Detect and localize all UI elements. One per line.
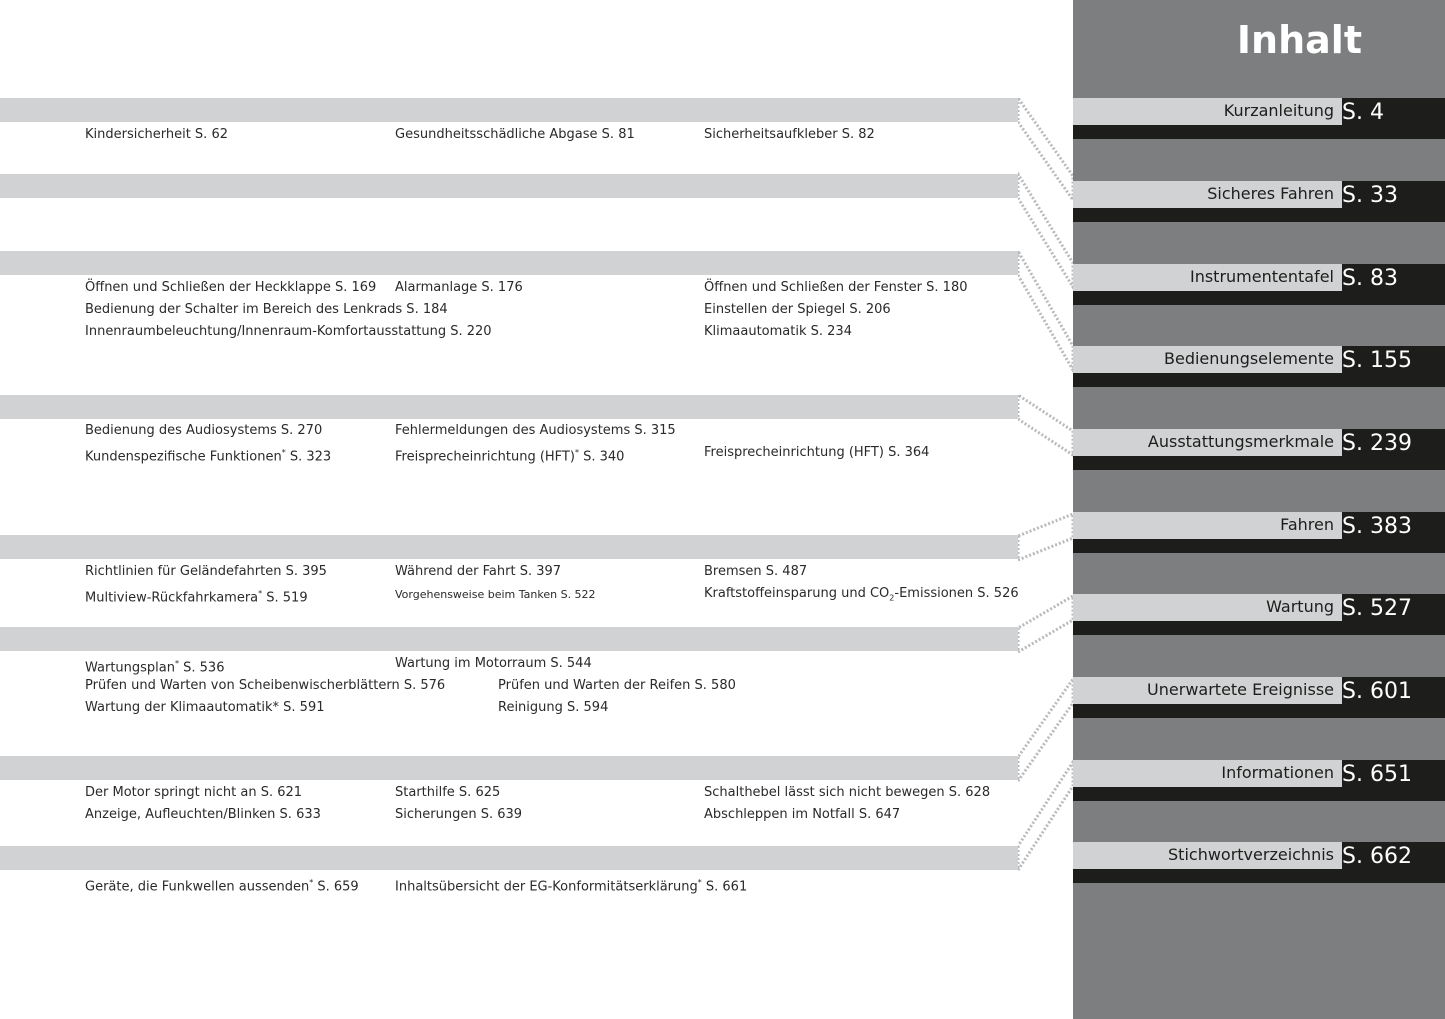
section-bar-wartung <box>0 756 1018 780</box>
toc-entry[interactable]: Anzeige, Aufleuchten/Blinken S. 633 <box>85 807 321 822</box>
section-bar-kurzanleitung <box>0 98 1018 122</box>
toc-entry[interactable]: Klimaautomatik S. 234 <box>704 324 852 339</box>
footnote-mark: * <box>258 589 263 598</box>
subscript: 2 <box>889 593 895 603</box>
tab-ausstattungsmerkmale[interactable] <box>1073 429 1445 470</box>
entry-page: S. 661 <box>701 879 748 895</box>
section-bar-sicheres-fahren <box>0 174 1018 198</box>
tab-informationen[interactable] <box>1073 760 1445 801</box>
tab-page-number: S. 651 <box>1342 762 1412 787</box>
toc-entry[interactable]: Schalthebel lässt sich nicht bewegen S. 628 <box>704 785 991 800</box>
toc-entry[interactable]: Der Motor springt nicht an S. 621 <box>85 785 303 800</box>
tab-page-number: S. 155 <box>1342 348 1412 373</box>
tab-wartung[interactable] <box>1073 594 1445 635</box>
toc-entry[interactable] <box>85 656 224 676</box>
toc-entry[interactable] <box>704 586 1019 607</box>
entry-text: -Emissionen S. 526 <box>894 586 1019 601</box>
entry-text: Freisprecheinrichtung (HFT) <box>395 449 575 465</box>
section-bar-ausstattungsmerkmale <box>0 535 1018 559</box>
page-title: Inhalt <box>1236 18 1362 62</box>
toc-entry[interactable]: Wartung im Motorraum S. 544 <box>395 656 592 671</box>
tab-page-number: S. 33 <box>1342 183 1398 208</box>
tab-page-number: S. 239 <box>1342 431 1412 456</box>
tab-instrumententafel[interactable] <box>1073 264 1445 305</box>
entry-page: S. 323 <box>285 449 332 465</box>
tab-page-number: S. 383 <box>1342 514 1412 539</box>
toc-entry[interactable]: Freisprecheinrichtung (HFT) S. 364 <box>704 445 930 460</box>
toc-entry[interactable]: Wartung der Klimaautomatik* S. 591 <box>85 700 325 715</box>
tab-bedienungselemente[interactable] <box>1073 346 1445 387</box>
toc-entry[interactable]: Vorgehensweise beim Tanken S. 522 <box>395 588 596 601</box>
entry-text: Multiview-Rückfahrkamera <box>85 590 259 606</box>
toc-entry[interactable] <box>85 445 331 465</box>
tab-label: Fahren <box>1073 512 1342 539</box>
toc-entry[interactable] <box>395 875 747 895</box>
toc-entry[interactable]: Starthilfe S. 625 <box>395 785 501 800</box>
toc-entry[interactable]: Bedienung des Audiosystems S. 270 <box>85 423 323 438</box>
toc-entry[interactable]: Sicherungen S. 639 <box>395 807 523 822</box>
tab-label: Ausstattungsmerkmale <box>1073 429 1342 456</box>
toc-entry[interactable]: Öffnen und Schließen der Fenster S. 180 <box>704 280 968 295</box>
tab-sicheres-fahren[interactable] <box>1073 181 1445 222</box>
tab-label: Stichwortverzeichnis <box>1073 842 1342 869</box>
toc-entry[interactable]: Abschleppen im Notfall S. 647 <box>704 807 901 822</box>
section-bar-fahren <box>0 627 1018 651</box>
tab-page-number: S. 527 <box>1342 596 1412 621</box>
tab-label: Unerwartete Ereignisse <box>1073 677 1342 704</box>
toc-entry[interactable]: Gesundheitsschädliche Abgase S. 81 <box>395 127 635 142</box>
toc-entry[interactable] <box>395 445 624 465</box>
tab-stichwortverzeichnis[interactable] <box>1073 842 1445 883</box>
toc-entry[interactable] <box>85 875 359 895</box>
tab-label: Bedienungselemente <box>1073 346 1342 373</box>
entry-page: S. 340 <box>578 449 625 465</box>
tab-label: Instrumententafel <box>1073 264 1342 291</box>
toc-entry[interactable]: Alarmanlage S. 176 <box>395 280 523 295</box>
toc-entry[interactable]: Bremsen S. 487 <box>704 564 808 579</box>
entry-text: Geräte, die Funkwellen aussenden <box>85 879 310 895</box>
toc-entry[interactable]: Während der Fahrt S. 397 <box>395 564 562 579</box>
entry-page: S. 536 <box>179 660 225 676</box>
connector-fahren <box>1018 592 1073 654</box>
tab-page-number: S. 662 <box>1342 844 1412 869</box>
tab-page-number: S. 4 <box>1342 100 1384 125</box>
section-bar-instrumententafel <box>0 251 1018 275</box>
toc-entry[interactable]: Fehlermeldungen des Audiosystems S. 315 <box>395 423 676 438</box>
tab-label: Informationen <box>1073 760 1342 787</box>
entry-text: Kraftstoffeinsparung und CO <box>704 586 890 601</box>
tab-kurzanleitung[interactable] <box>1073 98 1445 139</box>
toc-entry[interactable]: Öffnen und Schließen der Heckklappe S. 169 <box>85 280 377 295</box>
section-bar-bedienungselemente <box>0 395 1018 419</box>
toc-entry[interactable]: Bedienung der Schalter im Bereich des Lenkrads S. 184 <box>85 302 448 317</box>
footnote-mark: * <box>309 878 314 887</box>
toc-entry[interactable]: Kindersicherheit S. 62 <box>85 127 228 142</box>
toc-entry[interactable]: Innenraumbeleuchtung/Innenraum-Komfortausstattung S. 220 <box>85 324 492 339</box>
connector-instrumententafel <box>1018 249 1073 375</box>
tab-fahren[interactable] <box>1073 512 1445 553</box>
entry-page: S. 659 <box>313 879 359 895</box>
tab-unerwartete-ereignisse[interactable] <box>1073 677 1445 718</box>
toc-entry[interactable]: Prüfen und Warten der Reifen S. 580 <box>498 678 736 693</box>
entry-text: Wartungsplan <box>85 660 176 676</box>
tab-label: Kurzanleitung <box>1073 98 1342 125</box>
tab-label: Wartung <box>1073 594 1342 621</box>
entry-page: S. 519 <box>262 590 308 606</box>
toc-entry[interactable]: Einstellen der Spiegel S. 206 <box>704 302 891 317</box>
tab-page-number: S. 601 <box>1342 679 1412 704</box>
connector-unerwartete-ereignisse <box>1018 758 1073 872</box>
section-bar-unerwartete-ereignisse <box>0 846 1018 870</box>
entry-text: Kundenspezifische Funktionen <box>85 449 282 465</box>
connector-ausstattungsmerkmale <box>1018 510 1073 562</box>
entry-text: Inhaltsübersicht der EG-Konformitätserklärung <box>395 879 698 895</box>
toc-entry[interactable]: Richtlinien für Geländefahrten S. 395 <box>85 564 327 579</box>
toc-entry[interactable]: Reinigung S. 594 <box>498 700 609 715</box>
footnote-mark: * <box>697 878 702 887</box>
tab-label: Sicheres Fahren <box>1073 181 1342 208</box>
toc-entry[interactable] <box>85 586 308 606</box>
footnote-mark: * <box>175 659 180 668</box>
tab-page-number: S. 83 <box>1342 266 1398 291</box>
footnote-mark: * <box>281 448 286 457</box>
footnote-mark: * <box>574 448 579 457</box>
toc-entry[interactable]: Prüfen und Warten von Scheibenwischerblättern S. 576 <box>85 678 446 693</box>
connector-bedienungselemente <box>1018 393 1073 457</box>
toc-entry[interactable]: Sicherheitsaufkleber S. 82 <box>704 127 875 142</box>
